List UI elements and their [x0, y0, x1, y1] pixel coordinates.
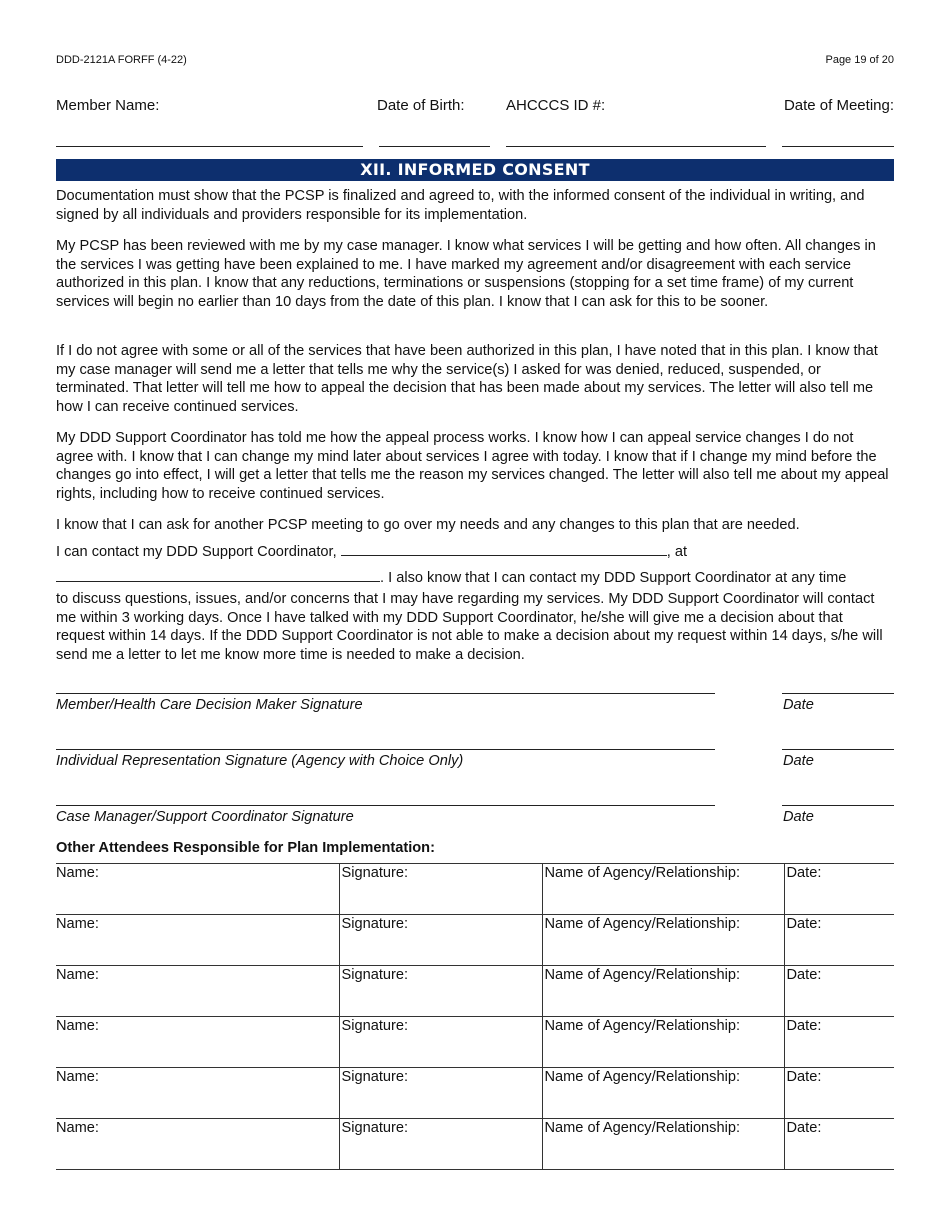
attendee-agency-cell[interactable]: Name of Agency/Relationship: [542, 1017, 784, 1068]
paragraph-documentation: Documentation must show that the PCSP is finalized and agreed to, with the informed consent of the individual in writing, and signed by all individuals and providers responsible for its implementation. [56, 188, 865, 223]
dob-label: Date of Birth: [377, 97, 465, 114]
contact-row [56, 540, 687, 561]
contact-row-2 [56, 566, 846, 587]
paragraph-appeal-process: My DDD Support Coordinator has told me how the appeal process works. I know how I can appeal service changes I do not agree with. I know that I can change my mind later about services I agree with today. I know that if I change my mind before the changes go into effect, I will get a letter that tells me the reason my services changed. The letter will also tell me about my appeal rights, including how to receive continued services. [56, 430, 889, 502]
representative-signature-label: Individual Representation Signature (Agency with Choice Only) [56, 753, 464, 769]
support-coordinator-phone-field[interactable] [56, 566, 380, 582]
representative-signature-line[interactable] [56, 749, 715, 750]
paragraph-pcsp-review: My PCSP has been reviewed with me by my case manager. I know what services I will be getting and how often. All changes in the services I was getting have been explained to me. I have marked my agreement and/or disagreement with each service authorized in this plan. I know that any reductions, terminations or suspensions (stopping for a set time frame) of my current services will begin no earlier than 10 days from the date of this plan. I know that I can ask for this to be sooner. [56, 238, 876, 310]
case-manager-date-label: Date [783, 809, 814, 825]
support-coordinator-name-field[interactable] [341, 540, 667, 556]
attendee-name-cell[interactable]: Name: [56, 966, 339, 1017]
attendee-row [56, 1017, 894, 1068]
paragraph-new-meeting: I know that I can ask for another PCSP meeting to go over my needs and any changes to this plan that are needed. [56, 517, 800, 533]
attendee-row [56, 1068, 894, 1119]
contact-prefix: I can contact my DDD Support Coordinator, [56, 544, 337, 560]
representative-signature-date-line[interactable] [782, 749, 894, 750]
attendee-name-cell[interactable]: Name: [56, 915, 339, 966]
member-signature-line[interactable] [56, 693, 715, 694]
case-manager-signature-date-line[interactable] [782, 805, 894, 806]
case-manager-signature-line[interactable] [56, 805, 715, 806]
paragraph-contact-details: to discuss questions, issues, and/or concerns that I may have regarding my services. My DDD Support Coordinator will contact me within 3 working days. Once I have talked with my DDD Support Coordinator, he/she will give me a decision about that request within 14 days. If the DDD Support Coordinator is not able to make a decision about my request within 14 days, s/he will send me a letter to let me know more time is needed to make a decision. [56, 591, 883, 663]
paragraph-disagreement: If I do not agree with some or all of the services that have been authorized in this plan, I have noted that in this plan. I know that my case manager will send me a letter that tells me why the service(s) I asked for was denied, reduced, suspended, or terminated. That letter will tell me how to appeal the decision that has been made about my services. The letter will also tell me how I can receive continued services. [56, 343, 878, 415]
member-name-field[interactable] [56, 146, 363, 147]
attendee-date-cell[interactable]: Date: [784, 966, 894, 1017]
attendee-signature-cell[interactable]: Signature: [339, 1119, 542, 1170]
attendee-agency-cell[interactable]: Name of Agency/Relationship: [542, 966, 784, 1017]
attendee-row [56, 1119, 894, 1170]
attendee-date-cell[interactable]: Date: [784, 1068, 894, 1119]
attendee-agency-cell[interactable]: Name of Agency/Relationship: [542, 1068, 784, 1119]
contact-continued: . I also know that I can contact my DDD Support Coordinator at any time [380, 570, 847, 586]
form-page [56, 0, 894, 1230]
attendee-name-cell[interactable]: Name: [56, 1017, 339, 1068]
attendee-signature-cell[interactable]: Signature: [339, 1017, 542, 1068]
contact-at: , at [666, 544, 687, 560]
attendee-row [56, 864, 894, 915]
representative-date-label: Date [783, 753, 814, 769]
member-name-label: Member Name: [56, 97, 160, 114]
member-signature-date-line[interactable] [782, 693, 894, 694]
attendee-agency-cell[interactable]: Name of Agency/Relationship: [542, 864, 784, 915]
meeting-date-field[interactable] [782, 146, 894, 147]
page-number: Page 19 of 20 [825, 54, 894, 66]
attendee-date-cell[interactable]: Date: [784, 864, 894, 915]
attendee-signature-cell[interactable]: Signature: [339, 966, 542, 1017]
attendee-signature-cell[interactable]: Signature: [339, 1068, 542, 1119]
attendee-name-cell[interactable]: Name: [56, 1119, 339, 1170]
member-date-label: Date [783, 697, 814, 713]
attendee-agency-cell[interactable]: Name of Agency/Relationship: [542, 915, 784, 966]
meeting-date-label: Date of Meeting: [783, 97, 894, 114]
attendee-agency-cell[interactable]: Name of Agency/Relationship: [542, 1119, 784, 1170]
attendee-date-cell[interactable]: Date: [784, 1017, 894, 1068]
attendee-row [56, 966, 894, 1017]
attendees-table [56, 863, 894, 1170]
attendee-date-cell[interactable]: Date: [784, 1119, 894, 1170]
attendees-title: Other Attendees Responsible for Plan Implementation: [56, 840, 435, 856]
case-manager-signature-label: Case Manager/Support Coordinator Signature [56, 809, 354, 825]
ahcccs-id-label: AHCCCS ID #: [506, 97, 606, 114]
form-id: DDD-2121A FORFF (4-22) [56, 54, 187, 66]
ahcccs-id-field[interactable] [506, 146, 766, 147]
attendee-row [56, 915, 894, 966]
attendee-date-cell[interactable]: Date: [784, 915, 894, 966]
dob-field[interactable] [379, 146, 490, 147]
attendee-signature-cell[interactable]: Signature: [339, 915, 542, 966]
section-title: XII. INFORMED CONSENT [56, 159, 894, 181]
attendee-signature-cell[interactable]: Signature: [339, 864, 542, 915]
attendee-name-cell[interactable]: Name: [56, 864, 339, 915]
member-signature-label: Member/Health Care Decision Maker Signature [56, 697, 363, 713]
attendee-name-cell[interactable]: Name: [56, 1068, 339, 1119]
